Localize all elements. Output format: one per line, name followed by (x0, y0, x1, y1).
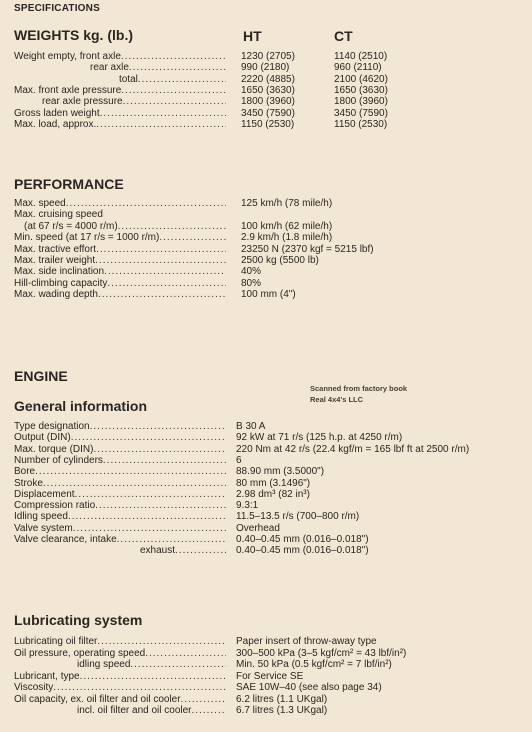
engine-row-value: 220 Nm at 42 r/s (22.4 kgf/m = 165 lbf ft at 2500 r/m) (236, 443, 470, 455)
leader-dots (96, 244, 226, 255)
scan-note-line2: Real 4x4's LLC (310, 395, 364, 404)
leader-dots (68, 511, 226, 522)
weight-ct-value: 2100 (4620) (334, 73, 388, 85)
performance-row-label-text: Min. speed (at 17 r/s = 1000 r/m) (14, 232, 160, 244)
leader-dots (103, 455, 226, 466)
weight-row-label-text: Gross laden weight (14, 107, 100, 119)
engine-row-value: 6 (236, 454, 242, 466)
leader-dots (71, 432, 226, 443)
weight-ht-value: 1150 (2530) (241, 118, 295, 130)
engine-row-label-text: Valve clearance, intake (14, 534, 117, 545)
leader-dots (192, 705, 227, 716)
weight-row-label (42, 96, 226, 107)
engine-row-value: 0.40–0.45 mm (0.016–0.018") (236, 534, 369, 545)
engine-row-value: 0.40–0.45 mm (0.016–0.018") (236, 545, 369, 557)
performance-row-label-text: Max. tractive effort (14, 243, 97, 255)
engine-row-label-text: Type designation (14, 421, 90, 432)
leader-dots (175, 545, 226, 556)
performance-row-label-text: (at 67 r/s = 4000 r/m) (24, 220, 118, 232)
lubricating-row-value: 300–500 kPa (3–5 kgf/cm² = 43 lbf/in²) (236, 647, 407, 659)
weight-row-label (119, 74, 226, 85)
weight-ct-value: 1150 (2530) (334, 118, 388, 130)
engine-row-label (14, 455, 226, 466)
leader-dots (129, 62, 226, 73)
leader-dots (107, 278, 226, 289)
lubricating-row-label-text: idling speed (77, 659, 131, 670)
performance-row-value: 125 km/h (78 mile/h) (241, 198, 333, 209)
weight-row-label (14, 51, 226, 62)
performance-row-label (14, 232, 226, 243)
column-ht-heading: HT (243, 28, 262, 44)
leader-dots (104, 266, 226, 277)
weight-row-label-text: Max. front axle pressure (14, 84, 122, 96)
engine-row-label (14, 432, 226, 443)
leader-dots (73, 523, 226, 534)
engine-row-label-text: Output (DIN) (14, 432, 71, 444)
performance-row-label-text: Hill-climbing capacity (14, 277, 108, 289)
lubricating-row-value: For Service SE (236, 670, 304, 682)
lubricating-row-label-text: incl. oil filter and oil cooler (77, 705, 192, 716)
weight-row-label-text: Max. load, approx. (14, 118, 97, 130)
engine-row-label-text: Bore (14, 466, 36, 478)
performance-row-label (14, 289, 226, 300)
lubricating-row-value: 6.7 litres (1.3 UKgal) (236, 705, 328, 716)
weight-ct-value: 1800 (3960) (334, 96, 388, 108)
weight-ht-value: 1230 (2705) (241, 51, 295, 62)
leader-dots (35, 466, 226, 477)
lubricating-row-value: Paper insert of throw-away type (236, 636, 377, 647)
weight-ht-value: 1800 (3960) (241, 96, 295, 108)
lubricating-row-label (14, 694, 226, 705)
engine-title: ENGINE (14, 368, 68, 384)
leader-dots (95, 255, 226, 266)
weight-ht-value: 2220 (4885) (241, 73, 295, 85)
leader-dots (138, 74, 226, 85)
engine-row-label-text: exhaust (140, 545, 176, 557)
leader-dots (93, 444, 226, 455)
engine-row-value: 88.90 mm (3.5000") (236, 466, 325, 478)
weight-ht-value: 1650 (3630) (241, 84, 295, 96)
performance-row-value: 100 km/h (62 mile/h) (241, 220, 333, 232)
leader-dots (181, 694, 226, 705)
performance-row-value: 2500 kg (5500 lb) (241, 255, 319, 266)
page-header: SPECIFICATIONS (14, 3, 100, 14)
lubricating-row-label (14, 671, 226, 682)
weight-ct-value: 3450 (7590) (334, 107, 388, 119)
performance-row-label-text: Max. trailer weight (14, 255, 96, 266)
weight-row-label-text: total (119, 73, 138, 85)
engine-row-label (14, 523, 226, 534)
engine-row-label (14, 444, 226, 455)
leader-dots (75, 489, 226, 500)
engine-row-label-text: Displacement (14, 488, 75, 500)
performance-row-label (14, 209, 226, 220)
performance-row-label (14, 255, 226, 266)
engine-row-label (14, 489, 226, 500)
performance-row-label (14, 266, 226, 277)
weight-ht-value: 990 (2180) (241, 62, 290, 74)
leader-dots (43, 478, 226, 489)
engine-row-label (14, 421, 226, 432)
performance-row-label-text: Max. wading depth (14, 289, 98, 301)
weight-row-label (14, 119, 226, 130)
lubricating-row-label-text: Lubricant, type (14, 670, 80, 682)
engine-row-label-text: Valve system (14, 522, 73, 534)
lubricating-row-label-text: Oil capacity, ex. oil filter and oil cooler (14, 693, 181, 705)
weight-row-label-text: rear axle pressure (42, 96, 123, 108)
lubricating-row-label-text: Lubricating oil filter (14, 636, 98, 647)
engine-row-value: 11.5–13.5 r/s (700–800 r/m) (236, 511, 360, 523)
engine-row-value: Overhead (236, 522, 280, 534)
engine-row-label-text: Number of cylinders (14, 454, 103, 466)
leader-dots (123, 96, 226, 107)
performance-row-value: 40% (241, 266, 262, 278)
engine-row-label (14, 478, 226, 489)
leader-dots (97, 636, 226, 647)
leader-dots (95, 500, 226, 511)
engine-row-label-text: Idling speed (14, 511, 68, 523)
weights-title: WEIGHTS kg. (lb.) (14, 27, 133, 43)
performance-title: PERFORMANCE (14, 176, 124, 192)
weight-ht-value: 3450 (7590) (241, 107, 295, 119)
engine-row-value: 9.3:1 (236, 500, 259, 512)
performance-row-label-text: Max. speed (14, 198, 66, 209)
leader-dots (118, 221, 226, 232)
engine-row-label-text: Stroke (14, 477, 43, 489)
performance-row-label (14, 278, 226, 289)
leader-dots (53, 682, 226, 693)
weight-ct-value: 960 (2110) (334, 62, 382, 74)
engine-row-value: 2.98 dm³ (82 in³) (236, 488, 310, 500)
performance-row-label (24, 221, 226, 232)
engine-row-label (14, 534, 226, 545)
leader-dots (145, 648, 226, 659)
performance-row-value: 23250 N (2370 kgf = 5215 lbf) (241, 243, 374, 255)
leader-dots (117, 534, 226, 545)
leader-dots (100, 108, 226, 119)
lubricating-row-value: 6.2 litres (1.1 UKgal) (236, 693, 328, 705)
lubricating-row-label (14, 636, 226, 647)
weight-row-label-text: rear axle (90, 62, 129, 74)
engine-row-value: B 30 A (236, 421, 266, 432)
performance-row-value: 80% (241, 277, 262, 289)
engine-row-label (14, 511, 226, 522)
performance-row-label (14, 198, 226, 209)
general-information-title: General information (14, 398, 148, 414)
weight-ct-value: 1140 (2510) (334, 51, 388, 62)
lubricating-row-label-text: Oil pressure, operating speed (14, 647, 146, 659)
leader-dots (66, 198, 226, 209)
weight-row-label (14, 108, 226, 119)
lubricating-row-label (14, 648, 226, 659)
leader-dots (159, 232, 226, 243)
scan-note-line1: Scanned from factory book (310, 384, 408, 393)
weight-row-label (90, 62, 226, 73)
leader-dots (121, 51, 226, 62)
performance-row-label (14, 244, 226, 255)
leader-dots (80, 671, 226, 682)
performance-row-label-text: Max. side inclination (14, 266, 105, 278)
leader-dots (96, 119, 226, 130)
engine-row-value: 92 kW at 71 r/s (125 h.p. at 4250 r/m) (236, 432, 403, 444)
engine-row-value: 80 mm (3.1496") (236, 477, 311, 489)
lubricating-system-title: Lubricating system (14, 612, 143, 628)
engine-row-label-text: Max. torque (DIN) (14, 443, 94, 455)
weight-row-label (14, 85, 226, 96)
weight-row-label-text: Weight empty, front axle (14, 51, 121, 62)
weight-ct-value: 1650 (3630) (334, 84, 388, 96)
performance-row-value: 100 mm (4") (241, 289, 296, 301)
engine-row-label-text: Compression ratio (14, 500, 96, 512)
engine-row-label (14, 500, 226, 511)
engine-row-label (14, 466, 226, 477)
leader-dots (98, 289, 226, 300)
lubricating-row-value: SAE 10W–40 (see also page 34) (236, 682, 382, 693)
engine-row-label (140, 545, 226, 556)
performance-row-label-text: Max. cruising speed (14, 209, 103, 221)
lubricating-row-value: Min. 50 kPa (0.5 kgf/cm² = 7 lbf/in²) (236, 659, 392, 670)
leader-dots (90, 421, 226, 432)
column-ct-heading: CT (334, 28, 353, 44)
lubricating-row-label (14, 682, 226, 693)
lubricating-row-label (77, 705, 226, 716)
lubricating-row-label-text: Viscosity (14, 682, 54, 693)
leader-dots (121, 85, 226, 96)
leader-dots (130, 659, 226, 670)
performance-row-value: 2.9 km/h (1.8 mile/h) (241, 232, 333, 244)
lubricating-row-label (77, 659, 226, 670)
